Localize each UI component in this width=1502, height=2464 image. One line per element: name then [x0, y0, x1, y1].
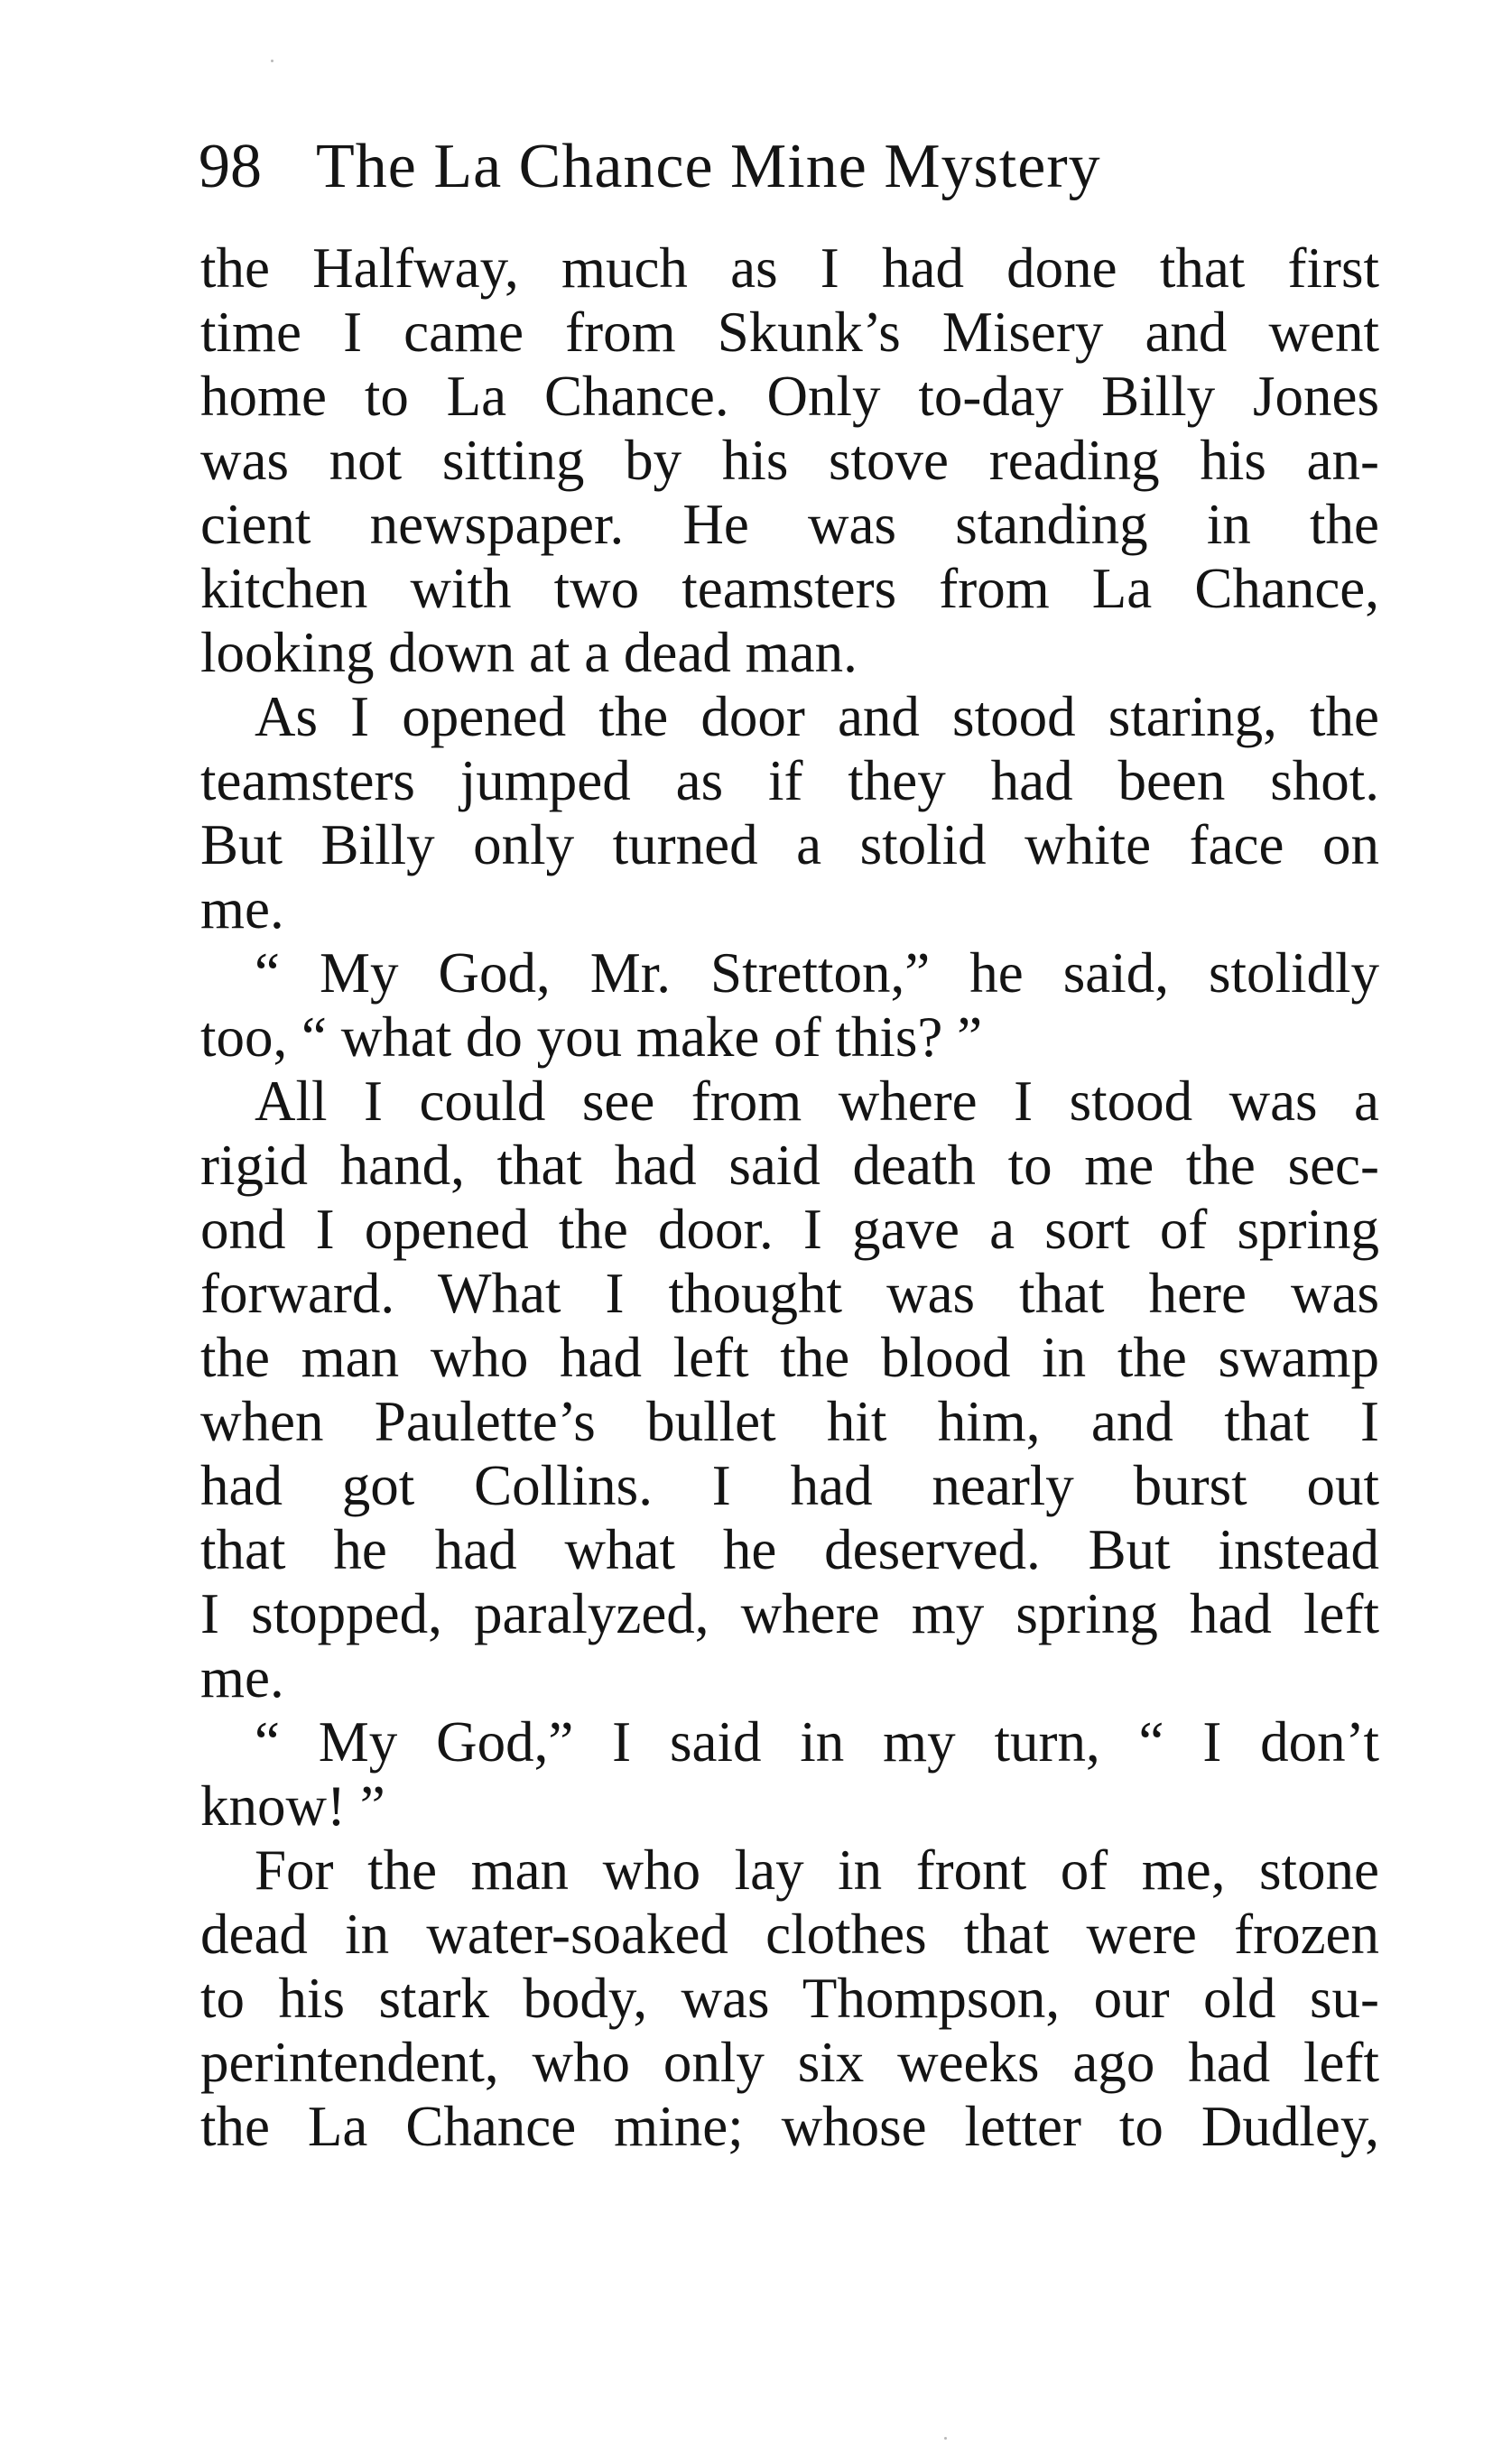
text-line: home to La Chance. Only to-day Billy Jones [200, 365, 1379, 428]
text-line: As I opened the door and stood staring, the [255, 685, 1379, 748]
text-line: that he had what he deserved. But instead [200, 1518, 1379, 1581]
page-number: 98 [199, 132, 262, 201]
running-head [199, 126, 1372, 208]
text-line: rigid hand, that had said death to me the sec- [200, 1134, 1379, 1197]
running-title: The La Chance Mine Mystery [316, 132, 1101, 201]
text-line: For the man who lay in front of me, stone [255, 1839, 1379, 1902]
text-line: “ My God, Mr. Stretton,” he said, stolidly [255, 941, 1379, 1005]
text-line: kitchen with two teamsters from La Chance, [200, 557, 1379, 620]
text-line: the Halfway, much as I had done that first [200, 236, 1379, 300]
text-line: when Paulette’s bullet hit him, and that I [200, 1390, 1379, 1453]
text-line: looking down at a dead man. [200, 621, 858, 684]
text-line: All I could see from where I stood was a [255, 1070, 1379, 1133]
text-line: the La Chance mine; whose letter to Dudley, [200, 2095, 1379, 2158]
text-line: had got Collins. I had nearly burst out [200, 1454, 1379, 1517]
text-line: cient newspaper. He was standing in the [200, 493, 1379, 556]
text-line: know! ” [200, 1774, 385, 1838]
text-line: teamsters jumped as if they had been shot. [200, 749, 1379, 812]
text-line: the man who had left the blood in the swamp [200, 1326, 1379, 1389]
text-line: I stopped, paralyzed, where my spring had left [200, 1582, 1379, 1645]
text-line: me. [200, 877, 284, 940]
text-line: time I came from Skunk’s Misery and went [200, 301, 1379, 364]
text-line: to his stark body, was Thompson, our old su- [200, 1967, 1379, 2030]
text-line: too, “ what do you make of this? ” [200, 1005, 983, 1069]
paper-speck [944, 2437, 947, 2440]
text-line: dead in water-soaked clothes that were frozen [200, 1903, 1379, 1966]
text-line: perintendent, who only six weeks ago had left [200, 2031, 1379, 2094]
text-line: ond I opened the door. I gave a sort of spring [200, 1198, 1379, 1261]
text-line: was not sitting by his stove reading his an- [200, 429, 1379, 492]
body-text [200, 236, 1379, 2159]
text-line: forward. What I thought was that here was [200, 1262, 1379, 1325]
text-line: “ My God,” I said in my turn, “ I don’t [255, 1710, 1379, 1774]
paper-speck [271, 60, 274, 62]
text-line: me. [200, 1646, 284, 1709]
text-line: But Billy only turned a stolid white face on [200, 813, 1379, 876]
